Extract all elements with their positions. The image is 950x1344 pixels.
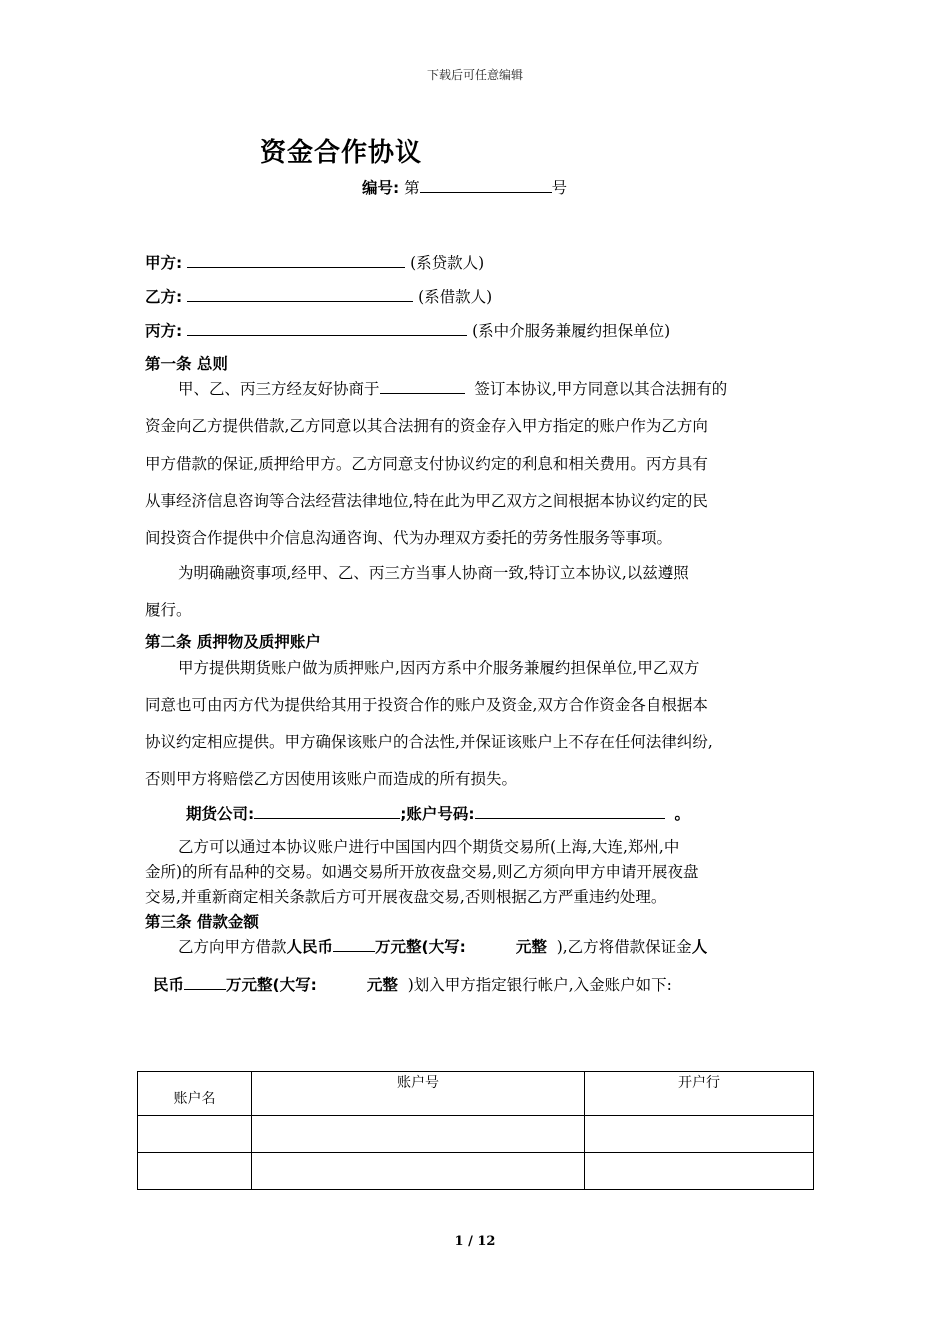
deposit-amount-blank[interactable] — [184, 975, 226, 990]
article-3-line-2 — [153, 973, 672, 995]
party-a-label: 甲方: — [145, 254, 183, 272]
futures-account-line — [186, 802, 690, 824]
article-1-line-7: 履行。 — [145, 601, 192, 619]
party-a-role: (系贷款人) — [410, 254, 485, 272]
futures-company-label: 期货公司: — [186, 805, 255, 823]
article-2-line-4: 否则甲方将赔偿乙方因使用该账户而造成的所有损失。 — [145, 770, 518, 788]
contract-number — [362, 176, 567, 198]
article-3-l1b: 人民币 — [286, 938, 334, 956]
article-2-para2-line-3: 交易,并重新商定相关条款后方可开展夜盘交易,否则根据乙方严重违约处理。 — [145, 888, 667, 906]
table-header-row — [138, 1072, 814, 1116]
table-row — [138, 1153, 814, 1190]
article-3-l1a: 乙方向甲方借款 — [178, 938, 287, 956]
cell-account-name[interactable] — [138, 1153, 252, 1190]
article-1-line-5: 间投资合作提供中介信息沟通咨询、代为办理双方委托的劳务性服务等事项。 — [145, 529, 673, 547]
party-c-label: 丙方: — [145, 322, 183, 340]
party-c-role: (系中介服务兼履约担保单位) — [472, 322, 671, 340]
cell-bank[interactable] — [585, 1116, 814, 1153]
article-2-line-1: 甲方提供期货账户做为质押账户,因丙方系中介服务兼履约担保单位,甲乙双方 — [178, 659, 700, 677]
page-number: 1 / 12 — [454, 1234, 496, 1249]
futures-company-blank[interactable] — [254, 804, 400, 819]
article-1-line-3: 甲方借款的保证,质押给甲方。乙方同意支付协议约定的利息和相关费用。丙方具有 — [145, 455, 708, 473]
party-a-blank[interactable] — [187, 253, 405, 268]
account-table — [137, 1071, 814, 1190]
number-suffix: 号 — [551, 179, 568, 197]
article-1-line-4: 从事经济信息咨询等合法经营法律地位,特在此为甲乙双方之间根据本协议约定的民 — [145, 492, 708, 510]
number-label: 编号: — [362, 179, 400, 197]
article-2-heading: 第二条 质押物及质押账户 — [145, 633, 321, 651]
article-3-l2b: 万元整(大写: — [226, 976, 317, 994]
article-3-l2d: )划入甲方指定银行帐户,入金账户如下: — [407, 976, 672, 994]
account-number-blank[interactable] — [475, 804, 665, 819]
article-3-l1e: ),乙方将借款保证金 — [556, 938, 692, 956]
party-b-blank[interactable] — [187, 287, 413, 302]
header-account-number: 账户号 — [252, 1072, 585, 1116]
article-2-line-3: 协议约定相应提供。甲方确保该账户的合法性,并保证该账户上不存在任何法律纠纷, — [145, 733, 713, 751]
party-b-label: 乙方: — [145, 288, 183, 306]
article-2-line-2: 同意也可由丙方代为提供给其用于投资合作的账户及资金,双方合作资金各自根据本 — [145, 696, 708, 714]
article-3-heading: 第三条 借款金额 — [145, 913, 259, 931]
article-1-line-1b: 签订本协议,甲方同意以其合法拥有的 — [474, 380, 728, 398]
party-b — [145, 285, 492, 307]
article-3-l1f: 人 — [691, 938, 708, 956]
header-bank: 开户行 — [585, 1072, 814, 1116]
article-3-l2a: 民币 — [153, 976, 185, 994]
number-blank[interactable] — [420, 178, 552, 193]
cell-bank[interactable] — [585, 1153, 814, 1190]
party-a — [145, 251, 484, 273]
cell-account-number[interactable] — [252, 1153, 585, 1190]
party-c-blank[interactable] — [187, 321, 467, 336]
header-note: 下载后可任意编辑 — [426, 68, 523, 82]
party-b-role: (系借款人) — [418, 288, 493, 306]
article-2-para2-line-2: 金所)的所有品种的交易。如遇交易所开放夜盘交易,则乙方须向甲方申请开展夜盘 — [145, 863, 699, 881]
article-1-line-6: 为明确融资事项,经甲、乙、丙三方当事人协商一致,特订立本协议,以兹遵照 — [178, 564, 689, 582]
article-1-line-1a: 甲、乙、丙三方经友好协商于 — [178, 380, 380, 398]
table-row — [138, 1116, 814, 1153]
article-1-line-2: 资金向乙方提供借款,乙方同意以其合法拥有的资金存入甲方指定的账户作为乙方向 — [145, 417, 708, 435]
header-account-name: 账户名 — [138, 1072, 252, 1116]
number-prefix: 第 — [404, 179, 420, 197]
cell-account-number[interactable] — [252, 1116, 585, 1153]
article-3-l2c: 元整 — [366, 976, 398, 994]
end-mark: 。 — [674, 805, 690, 823]
date-blank[interactable] — [380, 379, 465, 394]
party-c — [145, 319, 670, 341]
article-1-heading: 第一条 总则 — [145, 355, 228, 373]
cell-account-name[interactable] — [138, 1116, 252, 1153]
article-1-line-1 — [178, 377, 727, 399]
article-2-para2-line-1: 乙方可以通过本协议账户进行中国国内四个期货交易所(上海,大连,郑州,中 — [178, 838, 680, 856]
loan-amount-blank[interactable] — [333, 937, 375, 952]
article-3-line-1 — [178, 935, 707, 957]
account-number-label: ;账户号码: — [400, 805, 475, 823]
article-3-l1d: 元整 — [515, 938, 547, 956]
article-3-l1c: 万元整(大写: — [375, 938, 466, 956]
document-title: 资金合作协议 — [260, 138, 423, 168]
